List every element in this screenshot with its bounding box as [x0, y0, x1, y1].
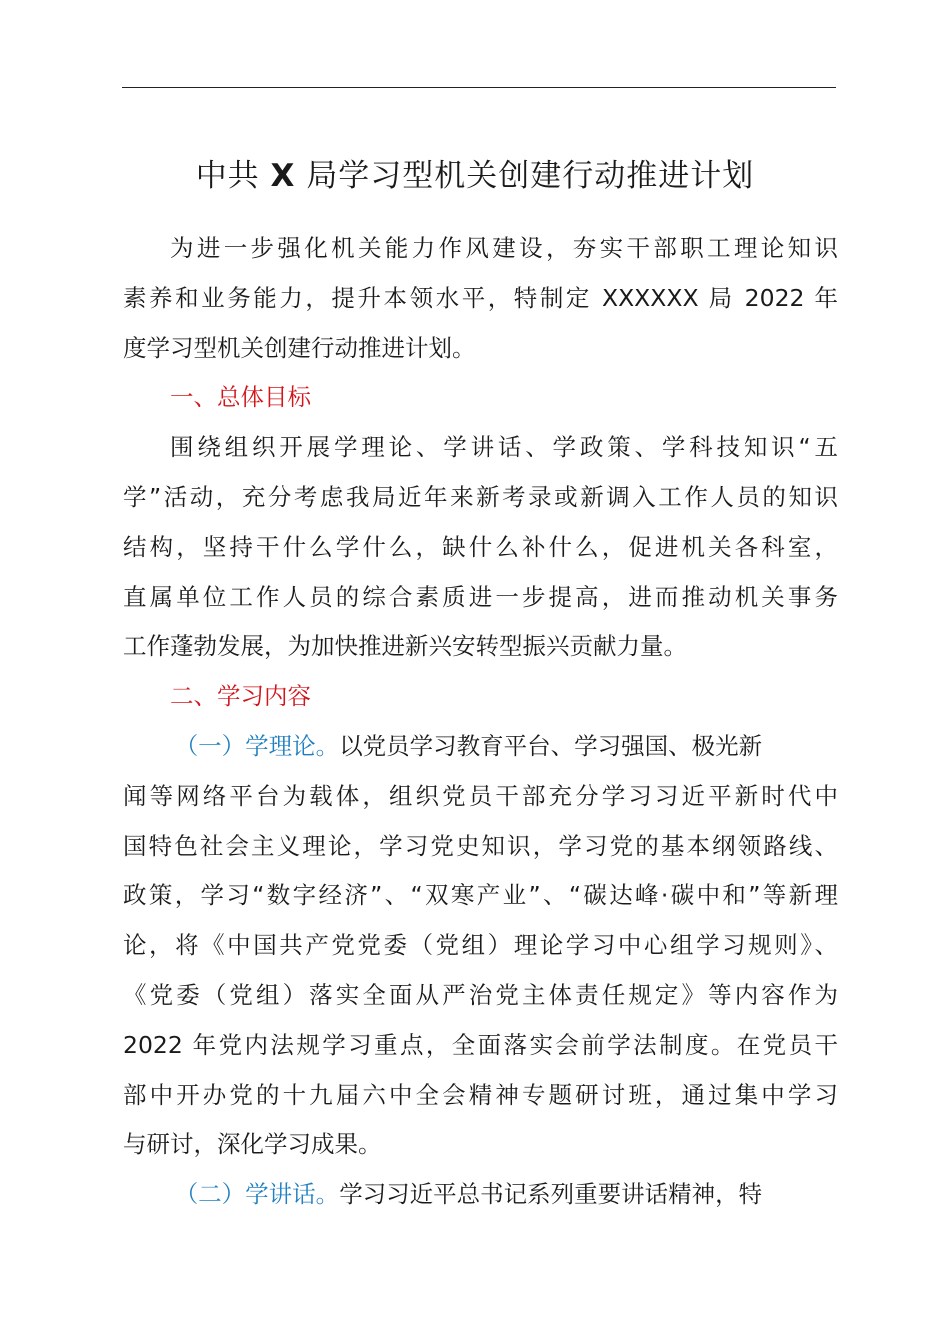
paragraph-line: 工作蓬勃发展，为加快推进新兴安转型振兴贡献力量。 [123, 632, 687, 661]
section-heading-content: 二、学习内容 [170, 682, 311, 711]
paragraph-text: 以党员学习教育平台、学习强国、极光新 [339, 731, 763, 760]
subsection-label-speeches: （二）学讲话。 [174, 1180, 340, 1209]
paragraph-line: 围绕组织开展学理论、学讲话、学政策、学科技知识“五 [170, 433, 838, 462]
subsection-label-theory: （一）学理论。 [174, 731, 340, 760]
subsection-1-first-line [123, 722, 838, 772]
document-body [123, 224, 838, 1220]
paragraph-line: 结构，坚持干什么学什么，缺什么补什么，促进机关各科室， [123, 532, 838, 561]
paragraph-line: 直属单位工作人员的综合素质进一步提高，进而推动机关事务 [123, 582, 838, 611]
paragraph-line: 部中开办党的十九届六中全会精神专题研讨班，通过集中学习 [123, 1080, 838, 1109]
intro-line: 为进一步强化机关能力作风建设，夯实干部职工理论知识 [170, 234, 838, 262]
paragraph-line: 与研讨，深化学习成果。 [123, 1130, 382, 1159]
paragraph-line: 学”活动，充分考虑我局近年来新考录或新调入工作人员的知识 [123, 482, 838, 511]
document-title [0, 150, 950, 195]
intro-line: 度学习型机关创建行动推进计划。 [123, 333, 476, 362]
paragraph-line: 2022 年党内法规学习重点，全面落实会前学法制度。在党员干 [123, 1030, 838, 1059]
paragraph-line: 《党委（党组）落实全面从严治党主体责任规定》等内容作为 [123, 980, 838, 1009]
title-x: X [270, 158, 296, 194]
paragraph-line: 论，将《中国共产党党委（党组）理论学习中心组学习规则》、 [123, 931, 838, 960]
paragraph-line: 国特色社会主义理论，学习党史知识，学习党的基本纲领路线、 [123, 831, 838, 860]
header-rule [122, 87, 836, 88]
subsection-2-first-line [123, 1170, 838, 1220]
section-heading-goals: 一、总体目标 [170, 383, 311, 412]
paragraph-line: 闻等网络平台为载体，组织党员干部充分学习习近平新时代中 [123, 781, 838, 810]
paragraph-text: 学习习近平总书记系列重要讲话精神，特 [339, 1180, 763, 1209]
paragraph-line: 政策，学习“数字经济”、“双寒产业”、“碳达峰·碳中和”等新理 [123, 881, 838, 910]
title-prefix: 中共 [195, 158, 260, 194]
title-suffix: 局学习型机关创建行动推进计划 [306, 158, 755, 194]
intro-line: 素养和业务能力，提升本领水平，特制定 XXXXXX 局 2022 年 [123, 283, 838, 312]
